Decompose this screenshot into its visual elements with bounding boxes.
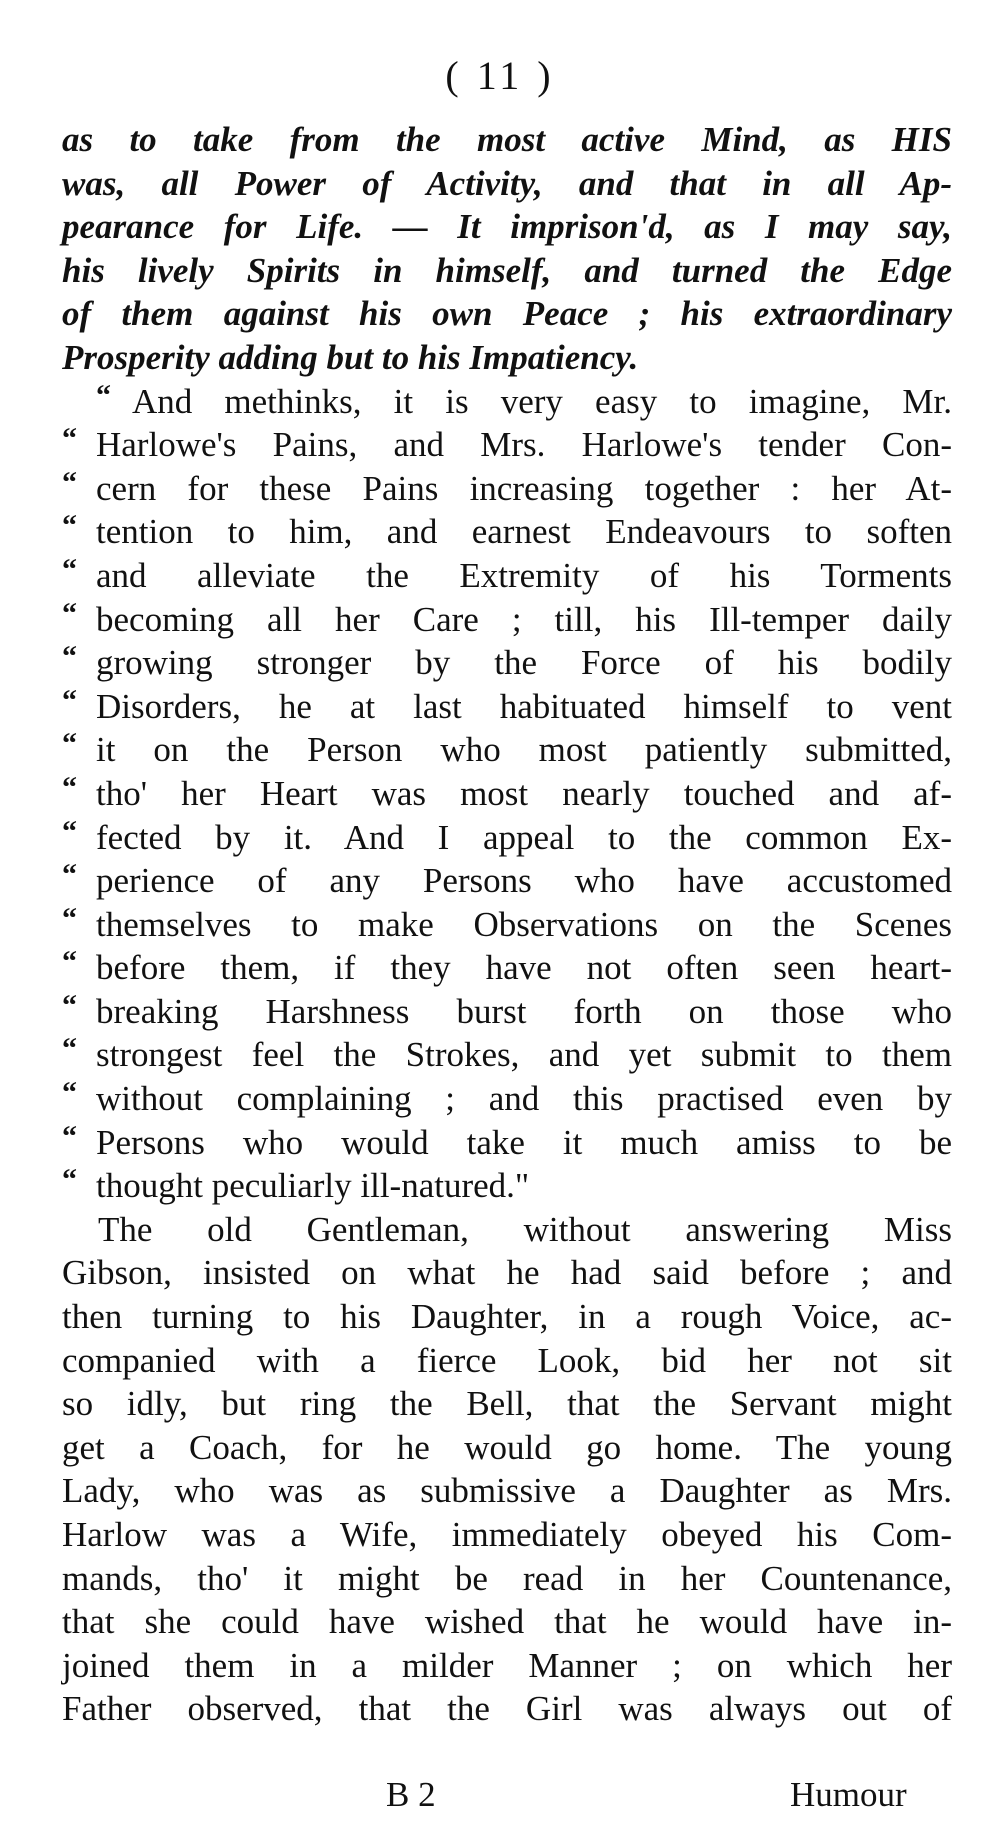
quote-line xyxy=(62,990,952,1034)
quote-mark: “ xyxy=(62,1163,77,1197)
text-line: Lady, who was as submissive a Daughter as Mrs. xyxy=(62,1471,952,1511)
quote-mark: “ xyxy=(62,858,77,892)
quote-mark: “ xyxy=(62,945,77,979)
quote-mark: “ xyxy=(62,552,77,586)
quote-line xyxy=(62,685,952,729)
quote-line xyxy=(62,510,952,554)
signature-mark: B 2 xyxy=(386,1775,436,1814)
quote-line xyxy=(62,598,952,642)
text-line: of them against his own Peace ; his extraordinary xyxy=(62,294,952,334)
quote-line xyxy=(62,903,952,947)
quote-line-text: Persons who would take it much amiss to be xyxy=(96,1122,952,1162)
quote-mark: “ xyxy=(62,988,77,1022)
quote-line-text: strongest feel the Strokes, and yet submit to them xyxy=(96,1035,952,1075)
page-text xyxy=(62,118,952,1731)
quote-line-text: breaking Harshness burst forth on those who xyxy=(96,991,952,1031)
quote-mark: “ xyxy=(62,596,77,630)
text-line: companied with a fierce Look, bid her not sit xyxy=(62,1340,952,1380)
quote-line xyxy=(62,1121,952,1165)
text-line: pearance for Life. — It imprison'd, as I may say, xyxy=(62,207,952,247)
quote-line xyxy=(62,641,952,685)
text-line: then turning to his Daughter, in a rough Voice, ac- xyxy=(62,1297,952,1337)
quote-line xyxy=(62,859,952,903)
text-line: Gibson, insisted on what he had said before ; and xyxy=(62,1253,952,1293)
quote-line xyxy=(62,1077,952,1121)
text-line: Harlow was a Wife, immediately obeyed his Com- xyxy=(62,1515,952,1554)
quote-line-text: before them, if they have not often seen heart- xyxy=(96,948,952,988)
quote-line-text: and alleviate the Extremity of his Torments xyxy=(96,555,952,595)
quote-mark: “ xyxy=(62,770,77,804)
quote-line-text: thought peculiarly ill-natured." xyxy=(96,1166,530,1206)
quote-line-text: themselves to make Observations on the Scenes xyxy=(96,904,952,944)
quote-line-text: Harlowe's Pains, and Mrs. Harlowe's tender Con- xyxy=(96,425,952,465)
quote-line xyxy=(62,772,952,816)
quote-line-text: fected by it. And I appeal to the common Ex- xyxy=(96,817,952,857)
quote-line-text: it on the Person who most patiently submitted, xyxy=(96,730,952,770)
text-line: joined them in a milder Manner ; on which her xyxy=(62,1645,952,1685)
body-paragraph xyxy=(62,1208,952,1731)
quote-line-text: tention to him, and earnest Endeavours to soften xyxy=(96,512,952,552)
quote-line-text: becoming all her Care ; till, his Ill-temper daily xyxy=(96,599,952,639)
page-footer xyxy=(0,1775,1000,1825)
text-line: Father observed, that the Girl was always out of xyxy=(62,1689,952,1729)
text-line: that she could have wished that he would have in- xyxy=(62,1602,952,1642)
quote-mark: “ xyxy=(62,727,77,761)
quote-mark: “ xyxy=(62,422,77,456)
catchword: Humour xyxy=(790,1775,907,1814)
quote-line xyxy=(62,1033,952,1077)
quote-line xyxy=(62,467,952,511)
quote-mark: “ xyxy=(62,814,77,848)
quote-mark: “ xyxy=(62,1076,77,1110)
quote-line xyxy=(62,423,952,467)
quote-line xyxy=(62,728,952,772)
text-line: The old Gentleman, without answering Miss xyxy=(98,1209,952,1249)
quote-line-text: perience of any Persons who have accustomed xyxy=(96,861,952,901)
quoted-passage xyxy=(62,380,952,1208)
quote-line xyxy=(62,380,952,424)
quote-mark: “ xyxy=(62,1119,77,1153)
quote-mark: “ xyxy=(62,465,77,499)
text-line: his lively Spirits in himself, and turned the Edge xyxy=(62,250,952,290)
quote-line-text: growing stronger by the Force of his bodily xyxy=(96,643,952,683)
text-line: Prosperity adding but to his Impatiency. xyxy=(62,337,639,377)
quote-line-text: cern for these Pains increasing together : her At- xyxy=(96,468,952,508)
quote-line-text: tho' her Heart was most nearly touched and af- xyxy=(96,773,952,813)
quote-mark: “ xyxy=(62,1032,77,1066)
text-line: mands, tho' it might be read in her Countenance, xyxy=(62,1558,952,1598)
quote-line xyxy=(62,554,952,598)
quote-line-text: Disorders, he at last habituated himself to vent xyxy=(96,686,952,726)
text-line: get a Coach, for he would go home. The young xyxy=(62,1427,952,1467)
quote-line xyxy=(62,1164,952,1208)
quote-mark: “ xyxy=(96,378,111,412)
quote-line-text: without complaining ; and this practised even by xyxy=(96,1079,952,1119)
italic-passage xyxy=(62,118,952,380)
quote-line xyxy=(62,816,952,860)
quote-mark: “ xyxy=(62,683,77,717)
quote-line-text: And methinks, it is very easy to imagine, Mr. xyxy=(132,381,952,421)
quote-mark: “ xyxy=(62,901,77,935)
quote-line xyxy=(62,946,952,990)
text-line: so idly, but ring the Bell, that the Servant might xyxy=(62,1384,952,1424)
quote-mark: “ xyxy=(62,640,77,674)
page-number: ( 11 ) xyxy=(445,53,555,98)
text-line: as to take from the most active Mind, as HIS xyxy=(62,120,952,159)
text-line: was, all Power of Activity, and that in all Ap- xyxy=(62,163,952,203)
quote-mark: “ xyxy=(62,509,77,543)
